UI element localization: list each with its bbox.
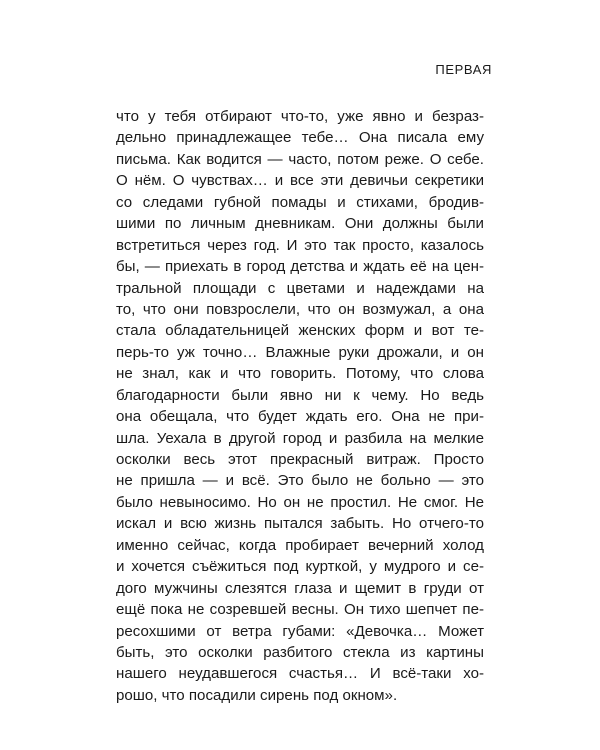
text-line: что у тебя отбирают что-то, уже явно и безраз- (116, 108, 484, 125)
text-line: не знал, как и что говорить. Потому, что слова (116, 365, 484, 383)
text-line: дого мужчины слезятся глаза и щемит в груди от (116, 579, 484, 597)
text-line: перь-то уж точно… Влажные руки дрожали, и он (116, 343, 484, 361)
body-text (116, 106, 484, 706)
text-line: дельно принадлежащее тебе… Она писала ему (116, 129, 484, 147)
text-line: шими по личным дневникам. Они должны были (116, 215, 484, 233)
text-line: она обещала, что будет ждать его. Она не при- (116, 408, 484, 426)
text-line: О нём. О чувствах… и все эти девичьи секретики (116, 172, 484, 190)
text-line: искал и всю жизнь пытался забыть. Но отчего-то (116, 515, 484, 533)
text-line: и хочется съёжиться под курткой, у мудрого и се- (116, 558, 484, 576)
text-line: стала обладательницей женских форм и вот те- (116, 322, 484, 340)
text-line: бы, — приехать в город детства и ждать её на цен- (116, 258, 484, 276)
text-line: ресохшими от ветра губами: «Девочка… Может (116, 622, 484, 640)
text-line: тральной площади с цветами и надеждами на (116, 279, 484, 297)
text-line: ещё пока не созревшей весны. Он тихо шепчет пе- (116, 601, 484, 619)
running-header: ПЕРВАЯ (435, 62, 492, 77)
text-line: то, что они повзрослели, что он возмужал, а она (116, 300, 484, 318)
text-line: рошо, что посадили сирень под окном». (116, 686, 398, 704)
text-line: осколки весь этот прекрасный витраж. Просто (116, 451, 484, 468)
text-line: письма. Как водится — часто, потом реже. О себе. (116, 150, 484, 168)
text-line: благодарности были явно ни к чему. Но ведь (116, 386, 484, 404)
text-line: именно сейчас, когда пробирает вечерний холод (116, 536, 484, 554)
text-line: быть, это осколки разбитого стекла из картины (116, 643, 484, 661)
text-line: нашего неудавшегося счастья… И всё-таки хо- (116, 665, 484, 683)
text-line: было невыносимо. Но он не простил. Не смог. Не (116, 493, 484, 511)
text-line: не пришла — и всё. Это было не больно — это (116, 472, 484, 490)
text-line: шла. Уехала в другой город и разбила на мелкие (116, 429, 484, 447)
text-line: встретиться через год. И это так просто, казалось (116, 236, 484, 254)
text-line: со следами губной помады и стихами, бродив- (116, 193, 484, 211)
